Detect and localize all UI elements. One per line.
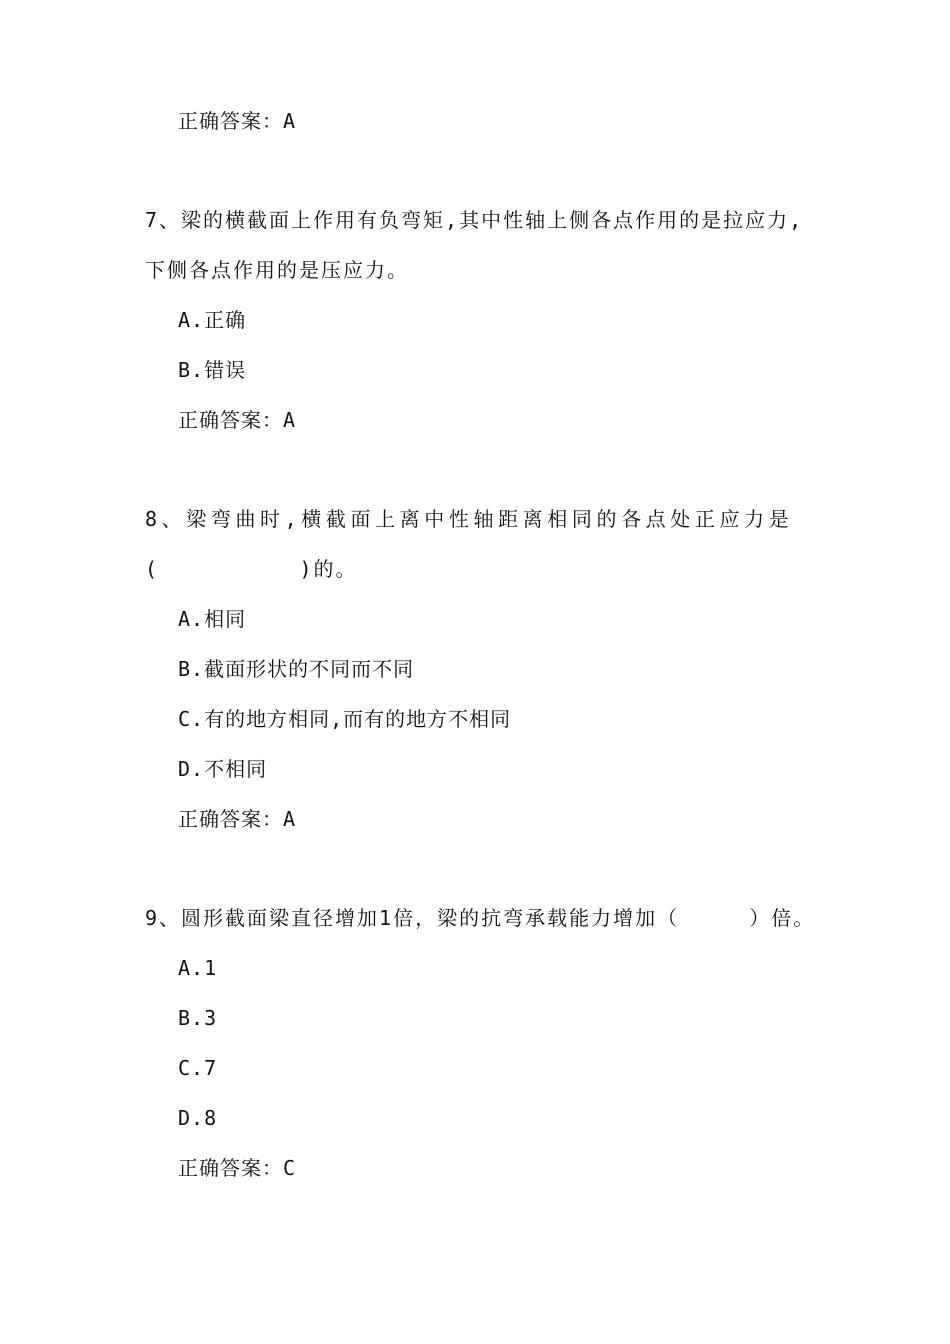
q9-answer [178, 1155, 296, 1181]
q8-stem-line2: ( )的。 [145, 557, 358, 581]
answer-label: 正确答案： [178, 408, 283, 432]
q7-answer [178, 407, 296, 433]
q7-option-a: A.正确 [178, 308, 247, 332]
answer-value: A [283, 408, 297, 432]
q9-option-d: D.8 [178, 1106, 218, 1130]
q7-stem-line2: 下侧各点作用的是压应力。 [145, 258, 409, 282]
q9-option-c: C.7 [178, 1056, 218, 1080]
q8-option-d: D.不相同 [178, 757, 268, 781]
q8-option-b: B.截面形状的不同而不同 [178, 657, 415, 681]
q8-option-a: A.相同 [178, 607, 247, 631]
answer-value: A [283, 807, 297, 831]
answer-value: C [283, 1156, 297, 1180]
answer-label: 正确答案： [178, 109, 283, 133]
q9-option-a: A.1 [178, 956, 218, 980]
answer-label: 正确答案： [178, 1156, 283, 1180]
q8-stem-line1: 8、梁弯曲时,横截面上离中性轴距离相同的各点处正应力是 [145, 507, 794, 531]
q7-option-b: B.错误 [178, 358, 247, 382]
q9-stem-line1: 9、圆形截面梁直径增加1倍，梁的抗弯承载能力增加（ ）倍。 [145, 906, 816, 930]
q8-option-c: C.有的地方相同,而有的地方不相同 [178, 707, 512, 731]
q6-answer [178, 108, 296, 134]
q9-option-b: B.3 [178, 1006, 218, 1030]
q8-answer [178, 806, 296, 832]
answer-label: 正确答案： [178, 807, 283, 831]
answer-value: A [283, 109, 297, 133]
q7-stem-line1: 7、梁的横截面上作用有负弯矩,其中性轴上侧各点作用的是拉应力, [145, 208, 804, 232]
